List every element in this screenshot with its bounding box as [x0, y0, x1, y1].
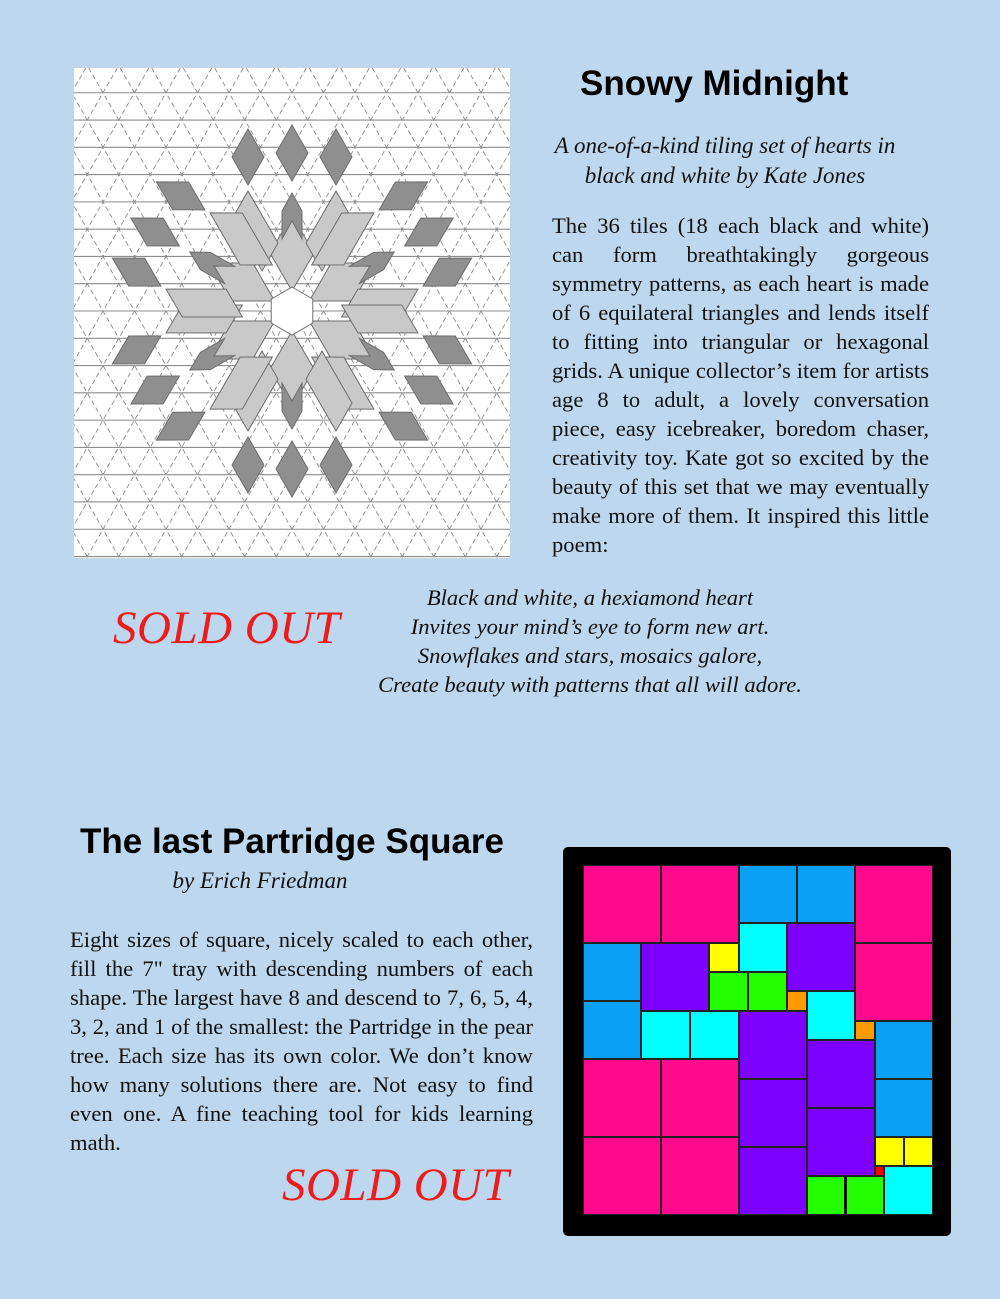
partridge-square-size2: [855, 1021, 874, 1040]
partridge-square-size5: [641, 1011, 690, 1060]
partridge-square-size7: [739, 1011, 807, 1079]
product1-subtitle-line2: black and white by Kate Jones: [584, 163, 866, 188]
partridge-square-size8: [583, 865, 661, 943]
partridge-square-size3: [709, 943, 738, 972]
partridge-square-size5: [884, 1166, 933, 1215]
partridge-square-size6: [739, 865, 797, 923]
snowy-midnight-image: [74, 68, 510, 558]
partridge-square-size4: [846, 1176, 885, 1215]
grid-line-diagonal: [435, 68, 510, 558]
poem-line-3: Snowflakes and stars, mosaics galore,: [417, 643, 763, 668]
partridge-square-size3: [904, 1137, 933, 1166]
heart-tile: [270, 215, 314, 291]
heart-tile: [397, 204, 461, 260]
grid-line-diagonal: [467, 68, 510, 558]
poem-line-4: Create beauty with patterns that all will adore.: [378, 672, 802, 697]
partridge-square-size6: [583, 943, 641, 1001]
partridge-square-size7: [807, 1040, 875, 1108]
poem-line-1: Black and white, a hexiamond heart: [426, 585, 754, 610]
product1-subtitle-line1: A one-of-a-kind tiling set of hearts in: [554, 133, 896, 158]
product1-description: The 36 tiles (18 each black and white) can form breathtakingly gorgeous symmetry patterns, as each heart is made of 6 equilateral triangles and lends itself to fitting into triangular or hexagonal grids. A unique collector’s item for artists age 8 to adult, a lovely conversation piece, easy icebreaker, boredom chaser, creativity toy. Kate got so excited by the beauty of this set that we may eventually make more of them. It inspired this little poem:: [552, 213, 929, 557]
product1-subtitle: [520, 131, 930, 191]
partridge-square-size8: [661, 1137, 739, 1215]
product1-poem: [340, 583, 840, 699]
grid-line-diagonal: [496, 68, 510, 558]
partridge-square-size8: [661, 865, 739, 943]
partridge-square-size7: [739, 1147, 807, 1215]
grid-line-diagonal: [74, 68, 120, 558]
product2-byline: by Erich Friedman: [172, 868, 348, 893]
partridge-square-size8: [583, 1059, 661, 1137]
heart-tile: [320, 437, 352, 493]
heart-tile: [320, 129, 352, 185]
partridge-square-size6: [875, 1079, 933, 1137]
partridge-square-size2: [787, 991, 806, 1010]
heart-tile: [276, 125, 308, 181]
heart-tile: [276, 441, 308, 497]
partridge-square-size4: [807, 1176, 846, 1215]
heart-tile: [123, 362, 187, 418]
heart-tile: [123, 204, 187, 260]
grid-line-diagonal: [401, 68, 510, 558]
snowflake-pattern-graphic: [74, 68, 510, 558]
partridge-square-size1: [875, 1166, 885, 1176]
partridge-square-size8: [661, 1059, 739, 1137]
product2-description: Eight sizes of square, nicely scaled to each other, fill the 7" tray with descending numbers of each shape. The largest have 8 and descend to 7, 6, 5, 4, 3, 2, and 1 of the smallest: the Partridge in the pear tree. Each size has its own color. We don’t know how many solutions there are. Not easy to find even one. A fine teaching tool for kids learning math.: [70, 927, 533, 1155]
partridge-square-size7: [641, 943, 709, 1011]
product1-sold-out-label: SOLD OUT: [113, 602, 341, 654]
poem-line-2: Invites your mind’s eye to form new art.: [410, 614, 770, 639]
grid-line-diagonal: [74, 68, 149, 558]
partridge-square-size3: [875, 1137, 904, 1166]
grid-line-diagonal: [74, 68, 88, 558]
grid-line-diagonal: [498, 68, 510, 558]
partridge-square-size5: [739, 923, 788, 972]
partridge-square-size8: [855, 943, 933, 1021]
partridge-square-size8: [855, 865, 933, 943]
grid-line-diagonal: [74, 68, 117, 558]
partridge-square-size4: [748, 972, 787, 1011]
grid-line-diagonal: [464, 68, 510, 558]
partridge-square-size7: [787, 923, 855, 991]
partridge-square-size8: [583, 1137, 661, 1215]
grid-line-diagonal: [74, 68, 151, 558]
heart-tile: [232, 437, 264, 493]
partridge-square-size5: [807, 991, 856, 1040]
product2-title: The last Partridge Square: [80, 822, 505, 861]
product2-sold-out-label: SOLD OUT: [282, 1159, 510, 1211]
grid-line-diagonal: [74, 68, 183, 558]
partridge-square-size5: [690, 1011, 739, 1060]
heart-tile: [232, 129, 264, 185]
partridge-square-image: [563, 847, 951, 1236]
heart-tile: [397, 362, 461, 418]
snowflake-center: [271, 287, 313, 335]
partridge-square-size6: [797, 865, 855, 923]
grid-line-diagonal: [74, 68, 86, 558]
partridge-square-size7: [807, 1108, 875, 1176]
partridge-square-size4: [709, 972, 748, 1011]
heart-tile: [270, 331, 314, 407]
partridge-tray-squares: [583, 865, 933, 1215]
partridge-square-size6: [583, 1001, 641, 1059]
product1-title: Snowy Midnight: [580, 64, 849, 103]
partridge-square-size6: [875, 1021, 933, 1079]
partridge-square-size7: [739, 1079, 807, 1147]
grid-line-diagonal: [433, 68, 510, 558]
